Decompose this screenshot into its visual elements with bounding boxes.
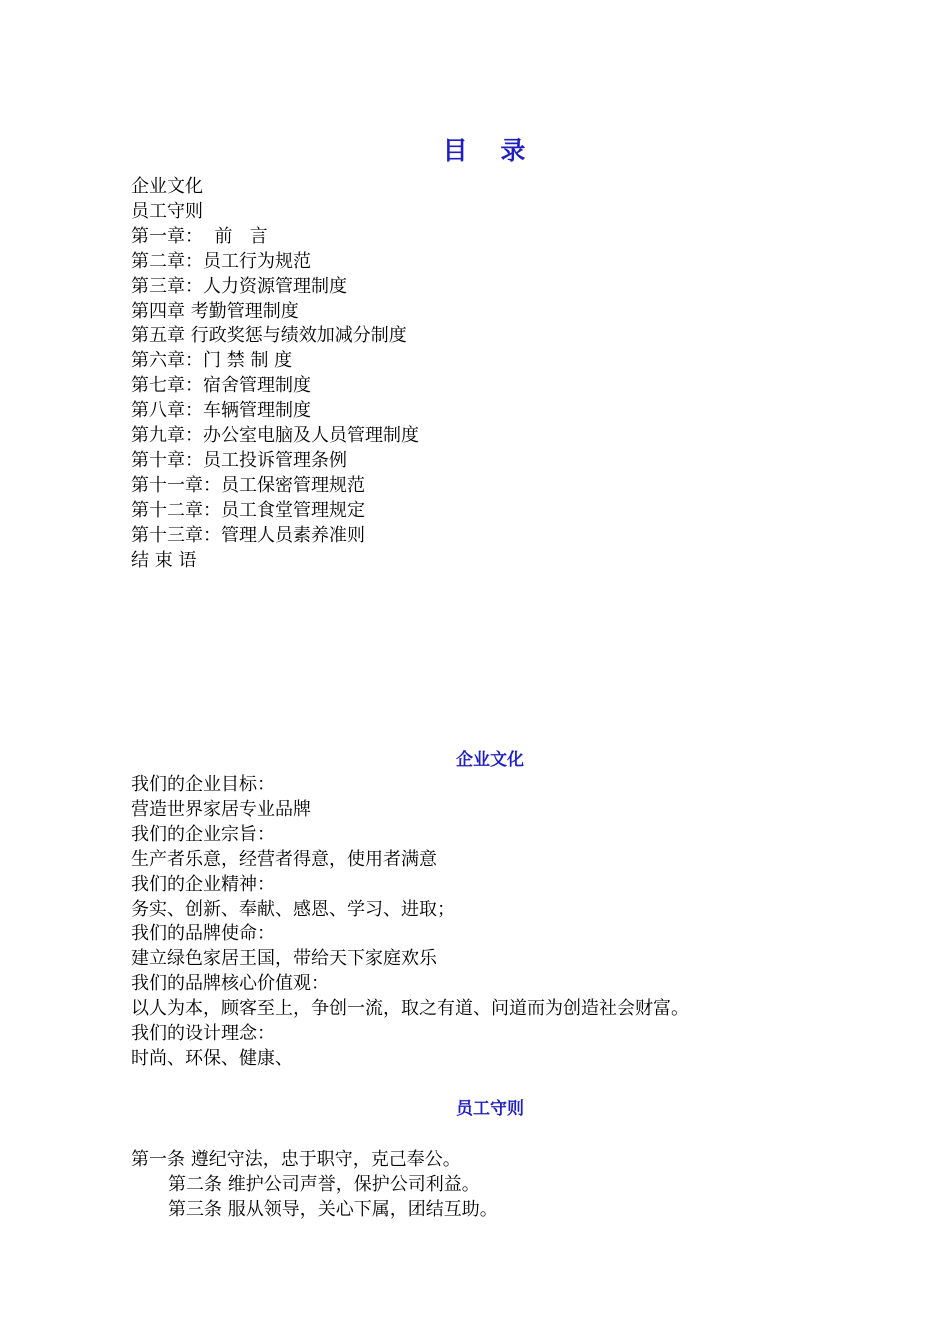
rule-line: 第三条 服从领导，关心下属，团结互助。	[168, 1199, 498, 1220]
culture-line: 我们的设计理念：	[131, 1023, 275, 1045]
toc-item: 结 束 语	[131, 549, 197, 571]
culture-line: 务实、创新、奉献、感恩、学习、进取；	[131, 898, 455, 920]
culture-line: 我们的企业目标：	[131, 774, 275, 795]
toc-item: 第十二章：员工食堂管理规定	[131, 499, 365, 521]
toc-list	[131, 175, 419, 574]
rule-line: 第二条 维护公司声誉，保护公司利益。	[168, 1174, 480, 1195]
toc-item: 第三章：人力资源管理制度	[131, 275, 347, 297]
culture-line: 建立绿色家居王国，带给天下家庭欢乐	[131, 948, 437, 970]
rules-text	[131, 1147, 498, 1222]
culture-line: 时尚、环保、健康、	[131, 1047, 293, 1069]
rule-line: 第一条 遵纪守法，忠于职守，克己奉公。	[131, 1149, 461, 1170]
culture-line: 我们的品牌使命：	[131, 923, 275, 945]
culture-text	[131, 773, 689, 1072]
culture-section-title: 企业文化	[456, 750, 524, 770]
toc-item: 企业文化	[131, 176, 203, 197]
rules-section-title: 员工守则	[456, 1099, 524, 1119]
toc-item: 第一章： 前 言	[131, 225, 268, 247]
toc-item: 第七章：宿舍管理制度	[131, 375, 311, 397]
toc-item: 第五章 行政奖惩与绩效加减分制度	[131, 325, 407, 347]
toc-item: 第十三章：管理人员素养准则	[131, 524, 365, 546]
culture-line: 营造世界家居专业品牌	[131, 798, 311, 820]
culture-line: 我们的企业宗旨：	[131, 823, 275, 845]
culture-line: 生产者乐意，经营者得意，使用者满意	[131, 848, 437, 870]
culture-line: 以人为本，顾客至上，争创一流，取之有道、问道而为创造社会财富。	[131, 998, 689, 1020]
toc-title: 目 录	[442, 136, 538, 165]
toc-item: 第四章 考勤管理制度	[131, 300, 299, 322]
culture-line: 我们的品牌核心价值观：	[131, 973, 329, 995]
toc-item: 员工守则	[131, 200, 203, 222]
toc-item: 第十一章：员工保密管理规范	[131, 474, 365, 496]
culture-line: 我们的企业精神：	[131, 873, 275, 895]
toc-item: 第六章：门 禁 制 度	[131, 350, 293, 372]
toc-item: 第九章：办公室电脑及人员管理制度	[131, 425, 419, 447]
toc-item: 第二章：员工行为规范	[131, 250, 311, 272]
toc-item: 第八章：车辆管理制度	[131, 400, 311, 422]
toc-item: 第十章：员工投诉管理条例	[131, 449, 347, 471]
